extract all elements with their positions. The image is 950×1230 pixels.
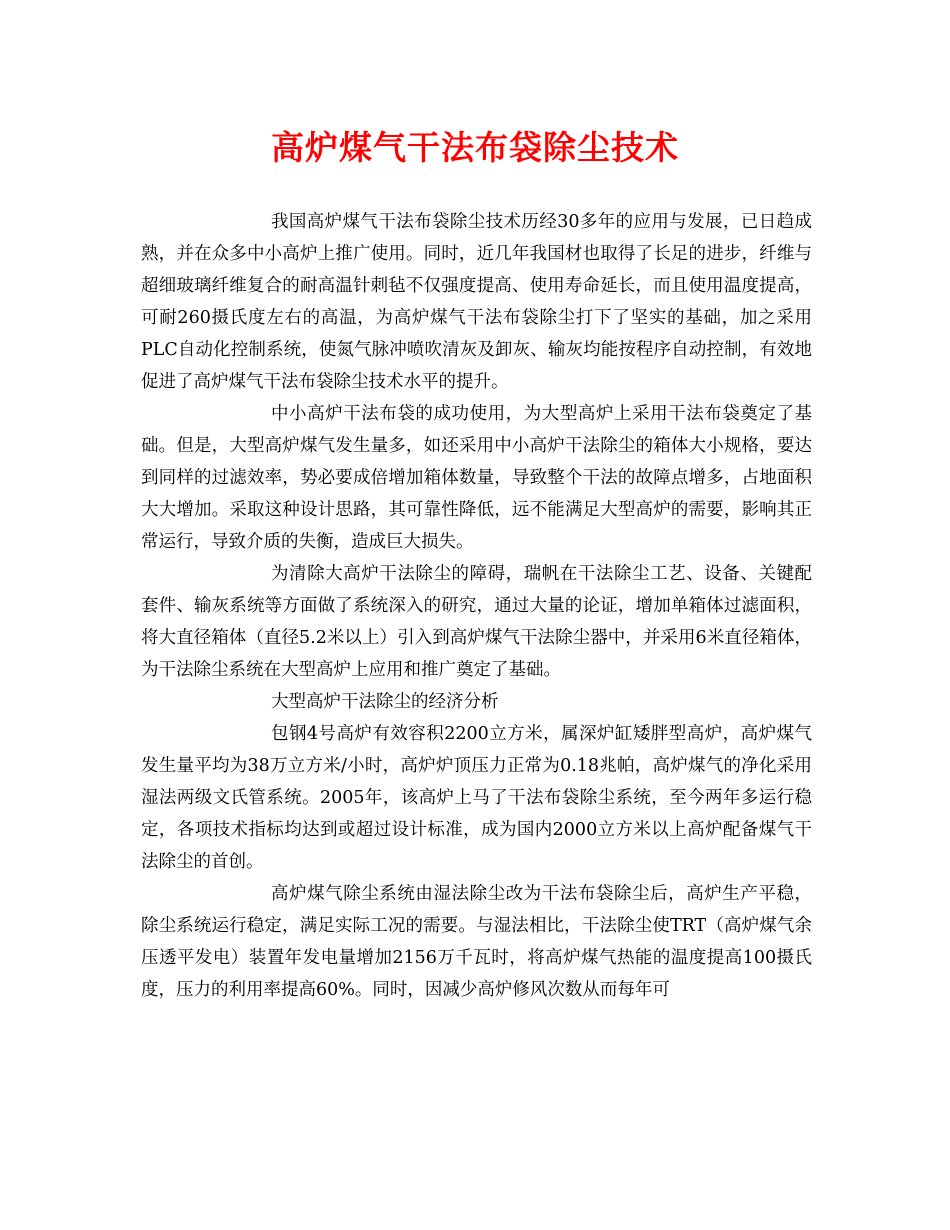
document-body — [141, 206, 812, 1006]
document-title: 高炉煤气干法布袋除尘技术 — [271, 128, 679, 167]
paragraph-5: 高炉煤气除尘系统由湿法除尘改为干法布袋除尘后，高炉生产平稳，除尘系统运行稳定，满足实际工况的需要。与湿法相比，干法除尘使TRT（高炉煤气余压透平发电）装置年发电量增加2156万千瓦时，将高炉煤气热能的温度提高100摄氏度，压力的利用率提高60%。同时，因减少高炉修风次数从而每年可 — [141, 884, 812, 1000]
paragraph-1: 我国高炉煤气干法布袋除尘技术历经30多年的应用与发展，已日趋成熟，并在众多中小高炉上推广使用。同时，近几年我国材也取得了长足的进步，纤维与超细玻璃纤维复合的耐高温针刺毡不仅强度提高、使用寿命延长，而且使用温度提高，可耐260摄氏度左右的高温，为高炉煤气干法布袋除尘打下了坚实的基础，加之采用PLC自动化控制系统，使氮气脉冲喷吹清灰及卸灰、输灰均能按程序自动控制，有效地促进了高炉煤气干法布袋除尘技术水平的提升。 — [141, 212, 812, 392]
section-heading: 大型高炉干法除尘的经济分析 — [271, 692, 499, 712]
paragraph-3: 为清除大高炉干法除尘的障碍，瑞帆在干法除尘工艺、设备、关键配套件、输灰系统等方面做了系统深入的研究，通过大量的论证，增加单箱体过滤面积，将大直径箱体（直径5.2米以上）引入到高炉煤气干法除尘器中，并采用6米直径箱体，为干法除尘系统在大型高炉上应用和推广奠定了基础。 — [141, 564, 812, 680]
paragraph-4: 包钢4号高炉有效容积2200立方米，属深炉缸矮胖型高炉，高炉煤气发生量平均为38万立方米/小时，高炉炉顶压力正常为0.18兆帕，高炉煤气的净化采用湿法两级文氏管系统。2005年，该高炉上马了干法布袋除尘系统，至今两年多运行稳定，各项技术指标均达到或超过设计标准，成为国内2000立方米以上高炉配备煤气干法除尘的首创。 — [141, 724, 812, 872]
paragraph-2: 中小高炉干法布袋的成功使用，为大型高炉上采用干法布袋奠定了基础。但是，大型高炉煤气发生量多，如还采用中小高炉干法除尘的箱体大小规格，要达到同样的过滤效率，势必要成倍增加箱体数量，导致整个干法的故障点增多，占地面积大大增加。采取这种设计思路，其可靠性降低，远不能满足大型高炉的需要，影响其正常运行，导致介质的失衡，造成巨大损失。 — [141, 404, 812, 552]
